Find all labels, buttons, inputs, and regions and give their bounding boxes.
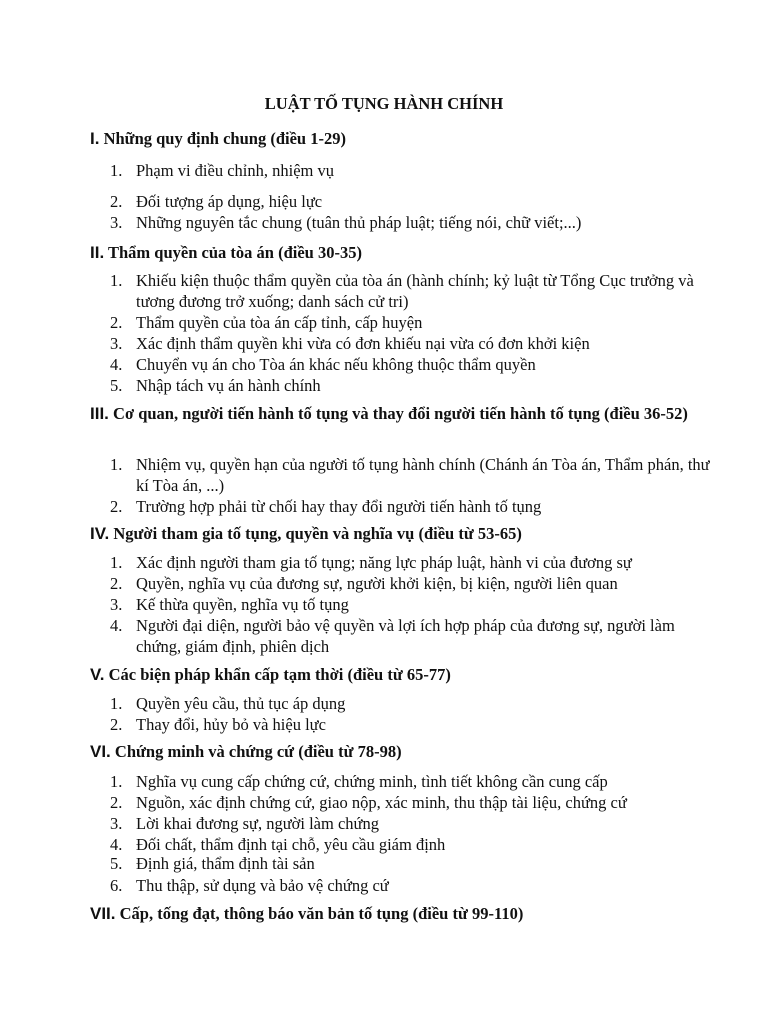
list-item — [110, 270, 710, 312]
item-text: Người đại diện, người bảo vệ quyền và lợi ích hợp pháp của đương sự, người làm chứng, giám định, phiên dịch — [136, 616, 675, 656]
item-number: 4. — [110, 355, 123, 374]
list-item — [110, 834, 710, 855]
list-item — [110, 496, 710, 517]
section-heading-4 — [90, 523, 690, 544]
item-text: Quyền yêu cầu, thủ tục áp dụng — [136, 694, 346, 713]
item-text: Kế thừa quyền, nghĩa vụ tố tụng — [136, 595, 349, 614]
section-numeral: IV. — [90, 524, 110, 543]
list-item — [110, 714, 710, 735]
list-item — [110, 191, 710, 212]
item-number: 1. — [110, 772, 123, 791]
item-text: Lời khai đương sự, người làm chứng — [136, 814, 379, 833]
list-item — [110, 312, 710, 333]
item-text: Đối chất, thẩm định tại chỗ, yêu cầu giám định — [136, 835, 446, 854]
item-text: Đối tượng áp dụng, hiệu lực — [136, 192, 323, 211]
list-item — [110, 212, 710, 233]
item-number: 1. — [110, 694, 123, 713]
item-number: 3. — [110, 595, 123, 614]
item-number: 2. — [110, 715, 123, 734]
item-text: Xác định người tham gia tố tụng; năng lực pháp luật, hành vi của đương sự — [136, 553, 632, 572]
list-item — [110, 552, 710, 573]
section-numeral: VII. — [90, 904, 116, 923]
list-item — [110, 615, 710, 657]
item-text: Nhiệm vụ, quyền hạn của người tố tụng hành chính (Chánh án Tòa án, Thẩm phán, thư kí Tòa án, ...) — [136, 455, 710, 495]
document-title: LUẬT TỐ TỤNG HÀNH CHÍNH — [264, 94, 504, 113]
list-item — [110, 813, 710, 834]
item-number: 3. — [110, 213, 123, 232]
item-number: 1. — [110, 553, 123, 572]
section-numeral: II. — [90, 243, 105, 262]
section-heading-6 — [90, 741, 690, 762]
section-heading-1 — [90, 128, 690, 149]
item-number: 2. — [110, 192, 123, 211]
section-heading-7 — [90, 903, 690, 924]
list-item — [110, 771, 710, 792]
item-text: Nguồn, xác định chứng cứ, giao nộp, xác minh, thu thập tài liệu, chứng cứ — [136, 793, 627, 812]
item-number: 5. — [110, 854, 123, 873]
section-title: Chứng minh và chứng cứ (điều từ 78-98) — [110, 742, 402, 761]
list-item — [110, 354, 710, 375]
list-item — [110, 573, 710, 594]
section-title: Người tham gia tố tụng, quyền và nghĩa vụ (điều từ 53-65) — [109, 524, 522, 543]
item-number: 5. — [110, 376, 123, 395]
item-number: 2. — [110, 574, 123, 593]
item-number: 2. — [110, 793, 123, 812]
section-numeral: III. — [90, 404, 109, 423]
section-heading-2 — [90, 242, 690, 263]
list-item — [110, 454, 710, 496]
item-number: 3. — [110, 814, 123, 833]
list-item — [110, 594, 710, 615]
section-title: Những quy định chung (điều 1-29) — [99, 129, 346, 148]
section-numeral: VI. — [90, 742, 111, 761]
item-text: Định giá, thẩm định tài sản — [136, 854, 315, 873]
item-text: Trường hợp phải từ chối hay thay đổi người tiến hành tố tụng — [136, 497, 542, 516]
item-number: 6. — [110, 876, 123, 895]
list-item — [110, 853, 710, 874]
item-number: 4. — [110, 835, 123, 854]
item-text: Chuyển vụ án cho Tòa án khác nếu không thuộc thẩm quyền — [136, 355, 536, 374]
section-numeral: V. — [90, 665, 105, 684]
list-item — [110, 693, 710, 714]
item-text: Nhập tách vụ án hành chính — [136, 376, 321, 395]
list-item — [110, 875, 710, 896]
list-item — [110, 160, 710, 181]
item-number: 2. — [110, 497, 123, 516]
item-text: Thu thập, sử dụng và bảo vệ chứng cứ — [136, 876, 389, 895]
section-title: Thẩm quyền của tòa án (điều 30-35) — [104, 243, 362, 262]
item-number: 2. — [110, 313, 123, 332]
item-text: Xác định thẩm quyền khi vừa có đơn khiếu nại vừa có đơn khởi kiện — [136, 334, 590, 353]
list-item — [110, 792, 710, 813]
item-text: Nghĩa vụ cung cấp chứng cứ, chứng minh, tình tiết không cần cung cấp — [136, 772, 608, 791]
section-heading-3 — [90, 403, 690, 424]
item-number: 1. — [110, 161, 123, 180]
section-heading-5 — [90, 664, 690, 685]
item-text: Khiếu kiện thuộc thẩm quyền của tòa án (hành chính; kỷ luật từ Tổng Cục trưởng và tương đương trở xuống; danh sách cử tri) — [136, 271, 694, 311]
item-text: Quyền, nghĩa vụ của đương sự, người khởi kiện, bị kiện, người liên quan — [136, 574, 618, 593]
section-title: Các biện pháp khẩn cấp tạm thời (điều từ 65-77) — [104, 665, 451, 684]
item-number: 3. — [110, 334, 123, 353]
item-text: Những nguyên tắc chung (tuân thủ pháp luật; tiếng nói, chữ viết;...) — [136, 213, 582, 232]
list-item — [110, 333, 710, 354]
item-number: 1. — [110, 455, 123, 474]
section-numeral: I. — [90, 129, 100, 148]
item-text: Phạm vi điều chỉnh, nhiệm vụ — [136, 161, 334, 180]
section-title: Cơ quan, người tiến hành tố tụng và thay đổi người tiến hành tố tụng (điều 36-52) — [108, 404, 688, 423]
item-text: Thẩm quyền của tòa án cấp tỉnh, cấp huyện — [136, 313, 423, 332]
item-number: 4. — [110, 616, 123, 635]
list-item — [110, 375, 710, 396]
item-number: 1. — [110, 271, 123, 290]
section-title: Cấp, tống đạt, thông báo văn bản tố tụng (điều từ 99-110) — [115, 904, 524, 923]
item-text: Thay đổi, hủy bỏ và hiệu lực — [136, 715, 326, 734]
